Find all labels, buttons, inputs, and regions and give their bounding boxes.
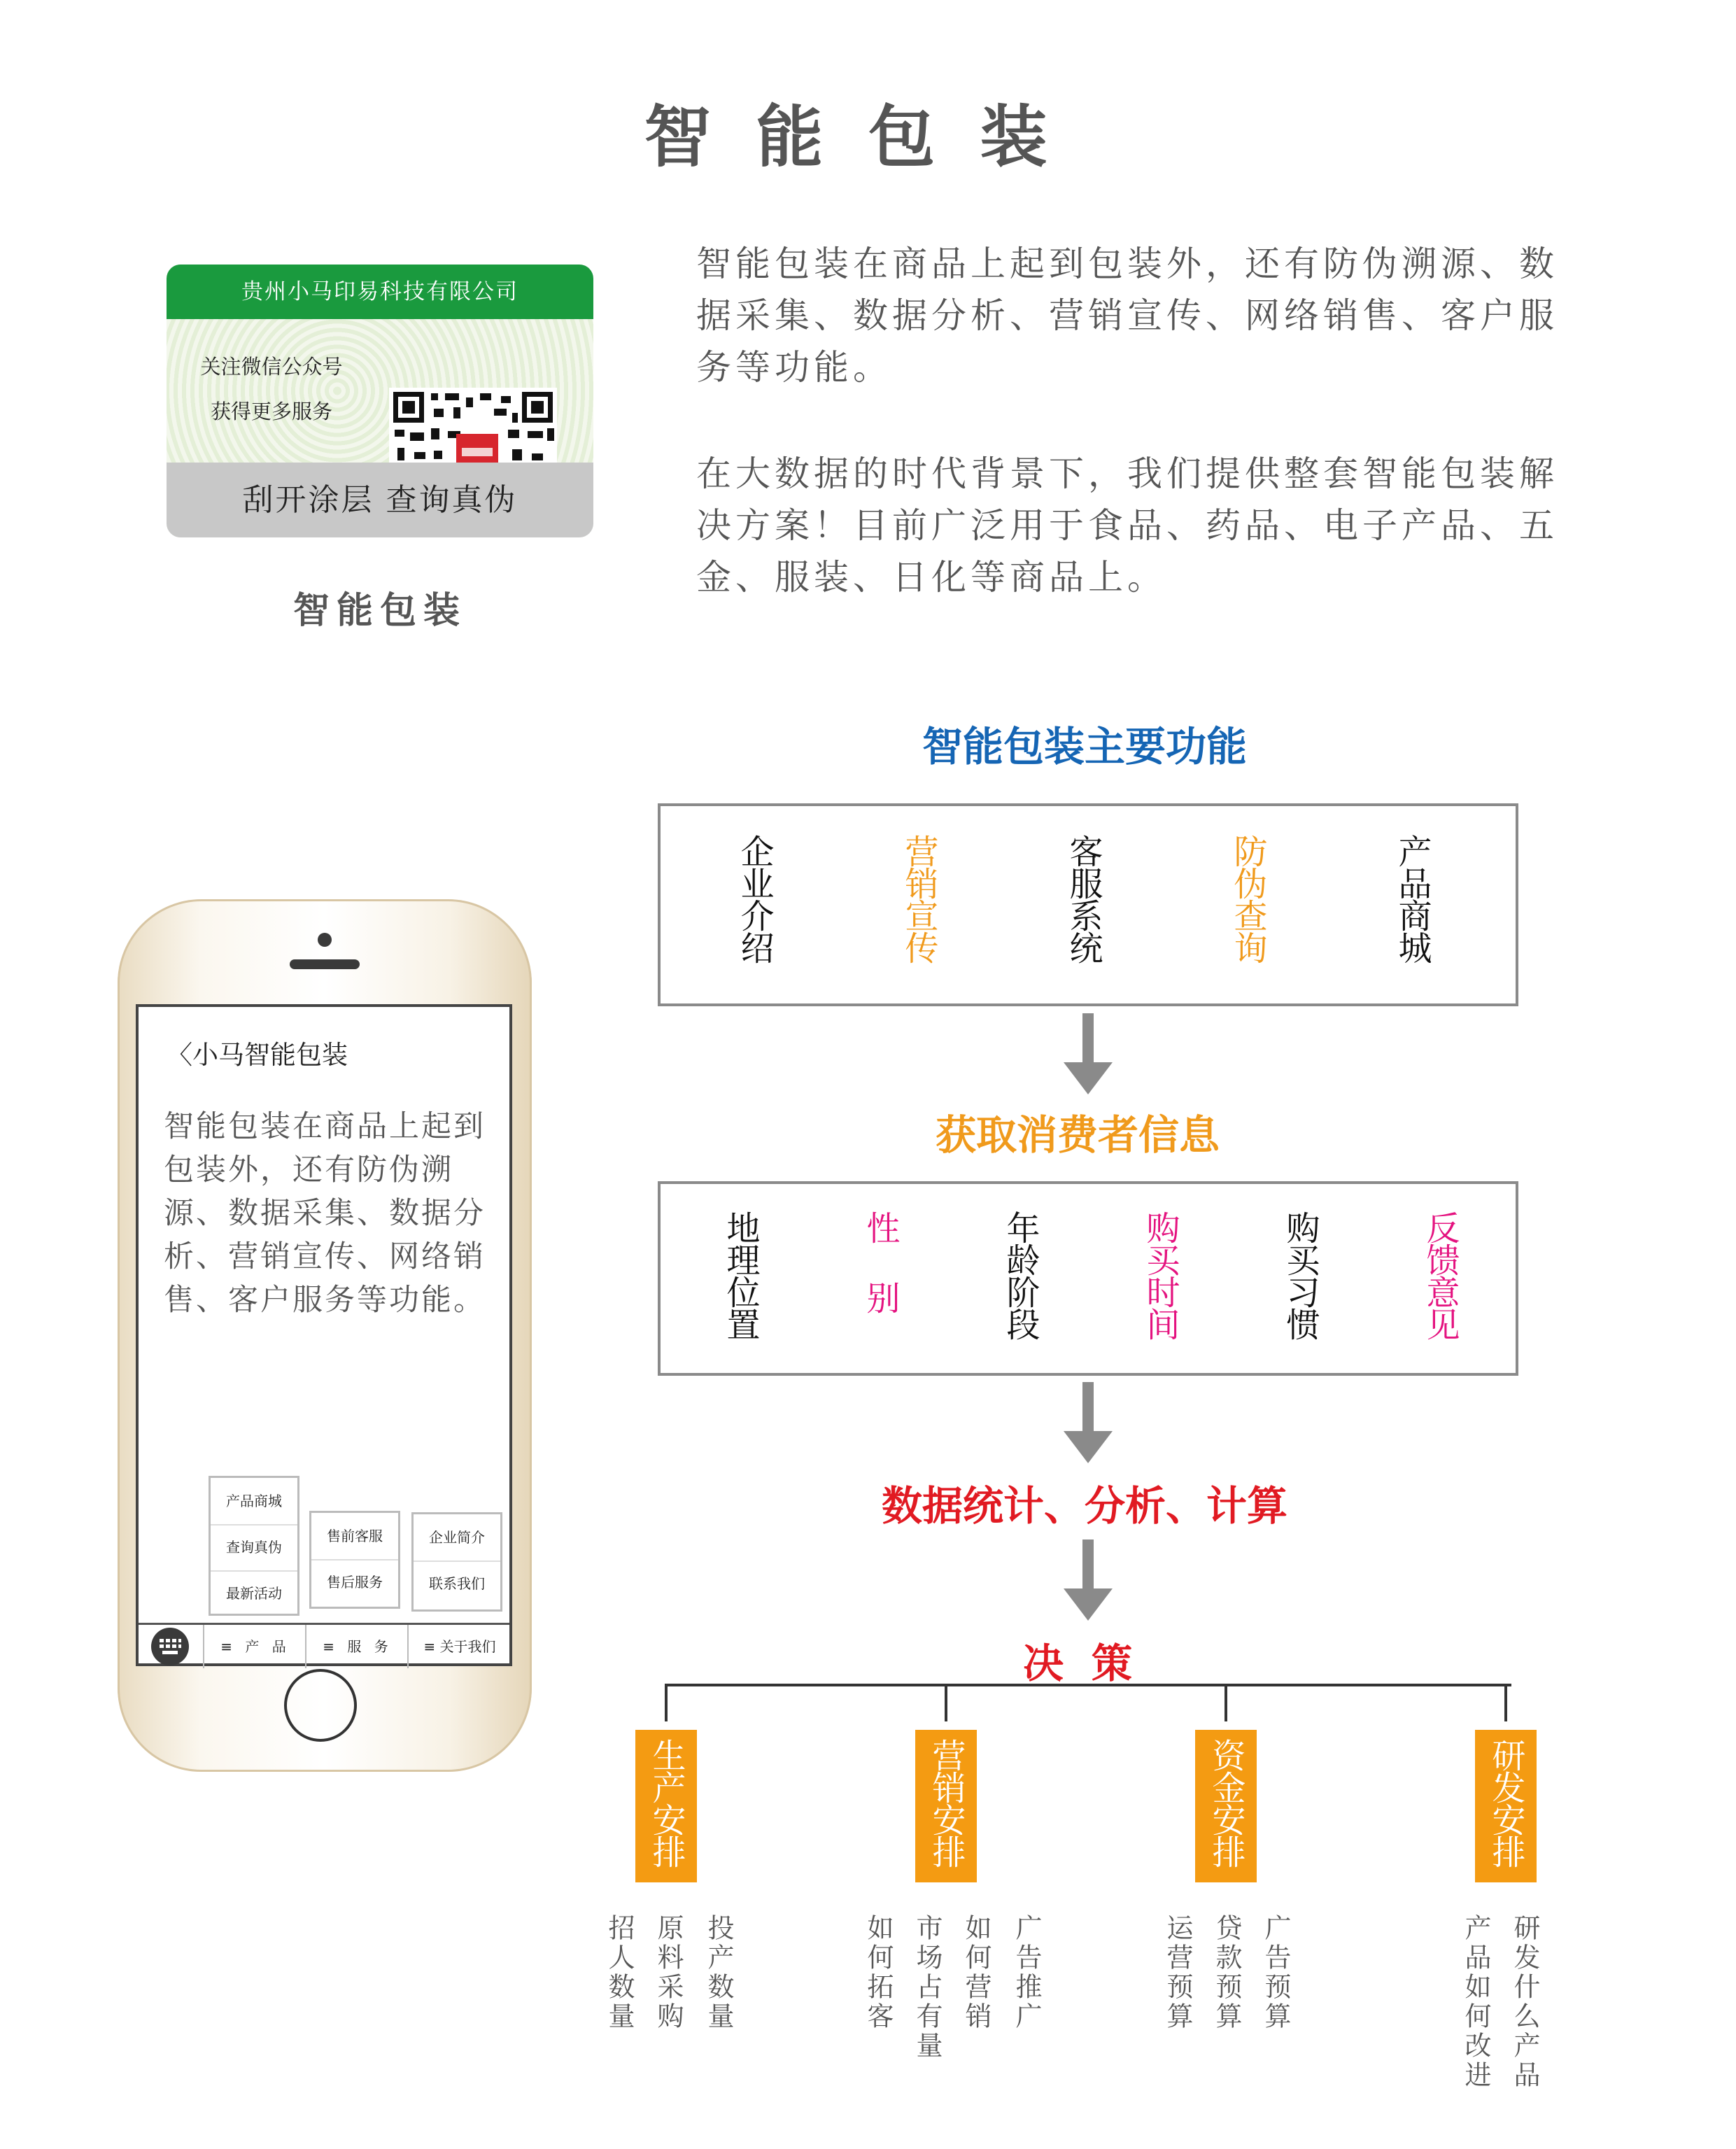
menu-lines-icon: ≡ — [220, 1638, 246, 1655]
phone-speaker — [290, 959, 360, 969]
scratch-panel: 刮开涂层 查询真伪 — [167, 463, 593, 537]
menu-item-contact[interactable]: 联系我们 — [429, 1575, 485, 1592]
info-purchase-habit: 购买习惯 — [1280, 1211, 1320, 1339]
intro-paragraph-2: 在大数据的时代背景下，我们提供整套智能包装解决方案！目前广泛用于食品、药品、电子产品、五金、服装、日化等商品上。 — [696, 453, 1558, 598]
consumer-info-box — [658, 1181, 1518, 1376]
sub-item: 招人数量 — [604, 1914, 635, 2031]
sub-item: 研发什么产品 — [1509, 1914, 1540, 2090]
category-production — [635, 1730, 697, 1882]
stats-title: 数据统计、分析、计算 — [881, 1482, 1287, 1530]
home-button[interactable] — [284, 1669, 357, 1742]
phone-mockup — [118, 899, 532, 1772]
app-description: 智能包装在商品上起到包装外，还有防伪溯源、数据采集、数据分析、营销宣传、网络销售、客户服务等功能。 — [164, 1109, 486, 1318]
arrow-down-icon — [1064, 1382, 1113, 1466]
label-follow-text: 关注微信公众号 — [200, 355, 343, 379]
menu-lines-icon: ≡ — [323, 1638, 348, 1655]
decision-tree-lines — [658, 1679, 1525, 1721]
sub-item: 广告预算 — [1260, 1914, 1291, 2031]
arrow-down-icon — [1064, 1013, 1113, 1097]
app-title[interactable]: 〈小马智能包装 — [167, 1040, 348, 1070]
sub-item: 广告推广 — [1011, 1914, 1042, 2031]
label-card — [167, 265, 593, 537]
tab-product[interactable]: ≡ 产 品 — [203, 1625, 306, 1668]
keyboard-icon[interactable] — [151, 1628, 189, 1665]
menu-item-events[interactable]: 最新活动 — [226, 1585, 282, 1602]
info-feedback: 反馈意见 — [1420, 1211, 1460, 1339]
tab-service[interactable]: ≡ 服 务 — [305, 1625, 409, 1668]
sub-item: 市场占有量 — [912, 1914, 943, 2061]
menu-lines-icon: ≡ — [423, 1638, 440, 1655]
sub-item: 产品如何改进 — [1460, 1914, 1491, 2090]
sub-item: 运营预算 — [1162, 1914, 1193, 2031]
menu-item-presale[interactable]: 售前客服 — [311, 1513, 398, 1560]
menu-item-company-intro[interactable]: 企业简介 — [414, 1514, 500, 1562]
arrow-down-icon — [1064, 1539, 1113, 1623]
sub-item: 原料采购 — [653, 1914, 684, 2031]
menu-about — [411, 1512, 502, 1612]
functions-box — [658, 803, 1518, 1006]
info-location: 地理位置 — [721, 1211, 760, 1339]
flow-title: 智能包装主要功能 — [922, 723, 1247, 770]
info-title: 获取消费者信息 — [935, 1111, 1220, 1159]
function-product-mall: 产品商城 — [1392, 834, 1432, 963]
function-customer-service: 客服系统 — [1064, 834, 1103, 963]
page-title: 智能包装 — [644, 97, 1092, 176]
decision-title: 决策 — [1022, 1640, 1160, 1687]
info-age: 年龄阶段 — [1001, 1211, 1040, 1339]
label-company: 贵州小马印易科技有限公司 — [167, 265, 593, 319]
info-gender: 性别 — [861, 1211, 900, 1351]
menu-item-aftersale[interactable]: 售后服务 — [327, 1574, 383, 1591]
sub-item: 如何拓客 — [863, 1914, 894, 2031]
label-caption: 智能包装 — [292, 589, 467, 632]
label-service-text: 获得更多服务 — [210, 400, 332, 423]
phone-screen — [136, 1004, 512, 1666]
function-company-intro: 企业介绍 — [735, 834, 774, 963]
category-rnd — [1475, 1730, 1537, 1882]
category-label: 生产安排 — [647, 1738, 686, 1867]
intro-paragraph-1: 智能包装在商品上起到包装外，还有防伪溯源、数据采集、数据分析、营销宣传、网络销售、客户服务等功能。 — [696, 244, 1558, 388]
category-label: 资金安排 — [1206, 1738, 1245, 1867]
tab-bar — [139, 1623, 509, 1668]
menu-item-verify[interactable]: 查询真伪 — [211, 1524, 297, 1572]
sub-item: 如何营销 — [961, 1914, 992, 2031]
sub-item: 投产数量 — [703, 1914, 734, 2031]
category-label: 研发安排 — [1486, 1738, 1525, 1867]
label-body — [167, 319, 593, 463]
info-purchase-time: 购买时间 — [1141, 1211, 1180, 1339]
sub-item: 贷款预算 — [1211, 1914, 1242, 2031]
category-marketing — [915, 1730, 977, 1882]
tab-about[interactable]: ≡ 关于我们 — [407, 1625, 511, 1668]
category-funding — [1195, 1730, 1257, 1882]
menu-item-product-mall[interactable]: 产品商城 — [211, 1478, 297, 1526]
category-label: 营销安排 — [926, 1738, 966, 1867]
phone-camera-icon — [318, 933, 332, 947]
menu-product — [209, 1476, 299, 1616]
function-anti-counterfeit: 防伪查询 — [1228, 834, 1267, 963]
menu-service — [309, 1511, 400, 1609]
function-marketing: 营销宣传 — [899, 834, 938, 963]
